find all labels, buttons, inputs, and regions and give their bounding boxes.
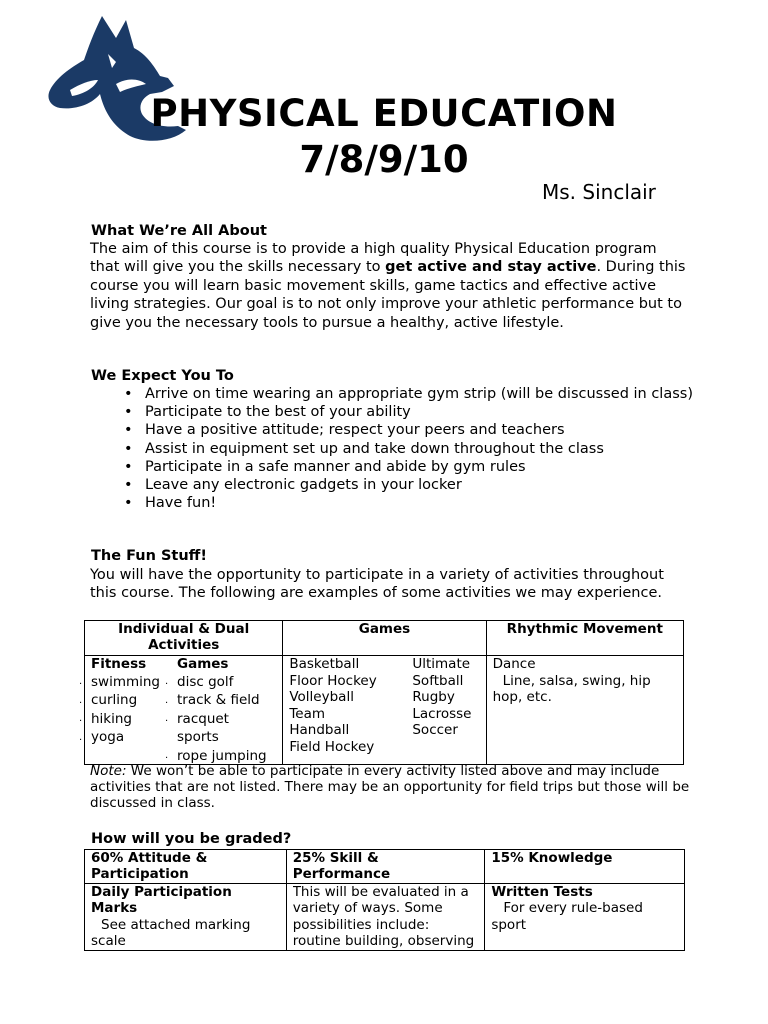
bullet-dot: · [165,753,169,764]
list-item: yoga [91,729,125,746]
list-item: Field Hockey [289,738,375,755]
ind-games-column [177,656,277,765]
bullet-dot: · [79,698,83,709]
games-column-2 [412,656,484,739]
list-item: Volleyball [289,689,354,706]
list-item: hiking [91,710,133,727]
about-text-part2: . During this course you will learn basic movement skills, game tactics and effective active living strategies. Our goal is to not only improve your athletic performance but to give you the necessary tools to pursue a healthy, active lifestyle. [90,259,686,331]
participation-marks-label: Daily Participation Marks [91,883,232,917]
list-item: • Participate in a safe manner and abide by gym rules [90,458,695,476]
grade-cell-skill [286,883,485,950]
expect-list [90,385,695,512]
grade-header-skill: 25% Skill & Performance [286,850,485,884]
fitness-column [91,656,171,747]
written-tests-text: For every rule-based sport [491,900,643,933]
fitness-label: Fitness [91,656,147,672]
list-item: Ultimate [412,656,471,672]
bullet-dot: · [79,679,83,690]
list-item: track & field [177,692,260,709]
teacher-name: Ms. Sinclair [542,180,656,204]
grade-cell-attitude [85,883,287,950]
list-item: swimming [91,674,161,690]
table-header-games: Games [283,621,486,656]
individual-cell [79,656,283,765]
about-paragraph [90,240,690,332]
list-item: Floor Hockey [289,672,377,689]
fun-intro: You will have the opportunity to participate in a variety of activities throughout this course. The following are examples of some activities we may experience. [90,567,664,601]
list-item: • Assist in equipment set up and take down throughout the class [90,440,695,458]
page-title: PHYSICAL EDUCATION [150,92,618,135]
dance-styles: Line, salsa, swing, hip hop, etc. [492,672,651,706]
table-header-rhythmic: Rhythmic Movement [486,621,683,656]
list-item: • Participate to the best of your ability [90,403,695,421]
about-heading: What We’re All About [91,223,267,239]
about-bold-text: get active and stay active [385,259,597,276]
list-item: Team Handball [289,705,350,739]
grade-header-attitude: 60% Attitude & Participation [85,850,287,884]
list-item: • Have a positive attitude; respect your peers and teachers [90,421,695,439]
list-item: Lacrosse [412,705,472,722]
grading-table [84,849,685,951]
list-item: • Arrive on time wearing an appropriate gym strip (will be discussed in class) [90,385,695,403]
rhythmic-cell [486,656,683,765]
skill-evaluation-text: This will be evaluated in a variety of ways. Some possibilities include: routine building, observing [292,883,475,950]
note-paragraph [90,763,690,812]
about-text-part1: The aim of this course is to provide a high quality Physical Education program that will give you the skills necessary to [90,241,657,276]
list-item: Soccer [412,722,458,739]
dance-label: Dance [492,656,536,672]
fun-heading: The Fun Stuff! [91,548,208,564]
grade-levels-title: 7/8/9/10 [299,138,469,181]
list-item: racquet sports [177,710,229,746]
list-item: • Leave any electronic gadgets in your locker [90,476,695,494]
bullet-dot: · [165,716,169,727]
list-item: curling [91,692,138,709]
games-label: Games [177,656,229,672]
bullet-dot: · [79,735,83,746]
activities-table [79,620,684,765]
games-cell [283,656,486,765]
games-column-1 [289,656,399,756]
list-item: Basketball [289,656,360,672]
list-item: disc golf [177,674,234,690]
expect-heading: We Expect You To [91,368,234,384]
note-text: We won’t be able to participate in every activity listed above and may include activities that are not listed. There may be an opportunity for field trips but those will be discussed in class. [90,763,690,812]
list-item: • Have fun! [90,494,695,512]
bullet-dot: · [79,716,83,727]
grade-cell-knowledge [485,883,685,950]
marking-scale-text: See attached marking scale [91,916,251,950]
list-item: rope jumping [177,747,267,764]
grading-heading: How will you be graded? [91,831,292,847]
grade-header-knowledge: 15% Knowledge [485,850,685,884]
written-tests-label: Written Tests [491,883,593,900]
list-item: Softball [412,672,464,689]
note-label: Note: [90,763,127,779]
table-header-individual: Individual & Dual Activities [85,621,283,656]
bullet-dot: · [165,698,169,709]
bullet-dot: · [165,679,169,690]
list-item: Rugby [412,689,455,706]
